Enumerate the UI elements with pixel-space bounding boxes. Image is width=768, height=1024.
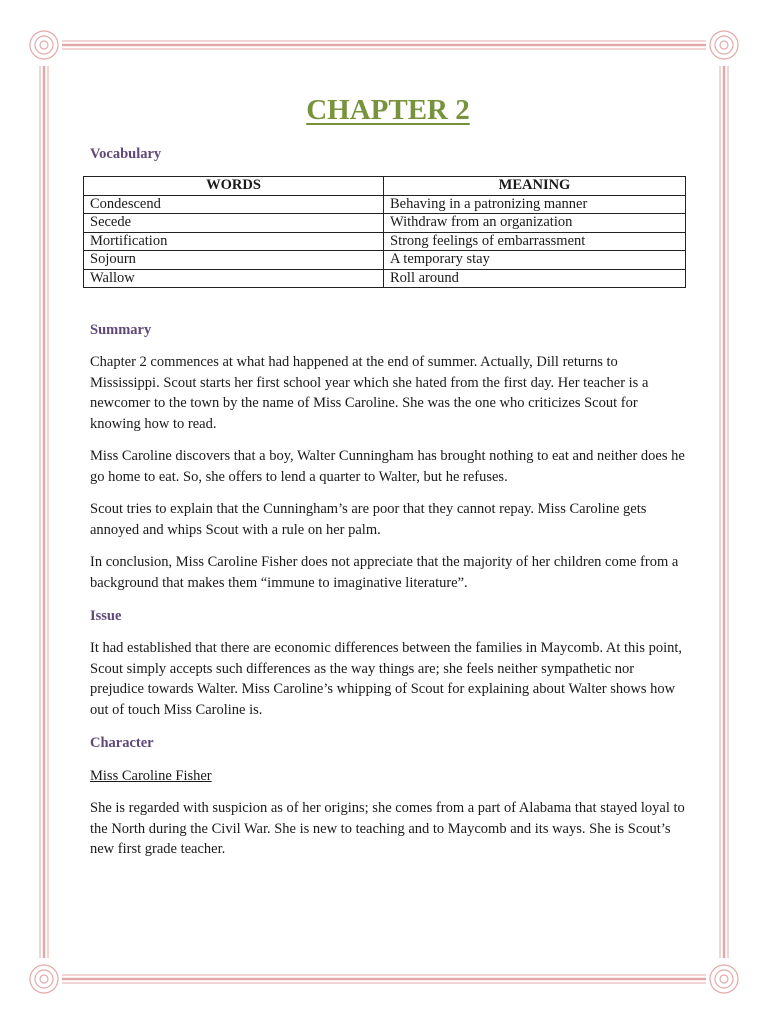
character-name: Miss Caroline Fisher [90, 768, 212, 784]
word-cell: Sojourn [84, 251, 384, 270]
summary-paragraph: Miss Caroline discovers that a boy, Walter Cunningham has brought nothing to eat and neither does he go home to eat. So, she offers to lend a quarter to Walter, but he refuses. [90, 448, 685, 485]
summary-heading: Summary [90, 322, 152, 338]
issue-heading: Issue [90, 608, 122, 624]
table-row [84, 232, 686, 251]
vocabulary-table [83, 176, 686, 288]
summary-paragraph: Chapter 2 commences at what had happened at the end of summer. Actually, Dill returns to Mississippi. Scout starts her first school year which she hated from the first day. Her teacher is a newcomer to the town by the name of Miss Caroline. She was the one who criticizes Scout for knowing how to read. [90, 354, 649, 432]
meaning-cell: Roll around [384, 269, 686, 288]
chapter-title: CHAPTER 2 [306, 94, 470, 126]
word-cell: Wallow [84, 269, 384, 288]
word-cell: Condescend [84, 195, 384, 214]
word-cell: Mortification [84, 232, 384, 251]
character-heading: Character [90, 735, 154, 751]
word-cell: Secede [84, 214, 384, 233]
table-row [84, 214, 686, 233]
character-paragraph: She is regarded with suspicion as of her origins; she comes from a part of Alabama that stayed loyal to the North during the Civil War. She is new to teaching and to Maycomb and its ways. She is Scout’s new first grade teacher. [90, 800, 685, 857]
summary-paragraph: Scout tries to explain that the Cunningham’s are poor that they cannot repay. Miss Caroline gets annoyed and whips Scout with a rule on her palm. [90, 501, 647, 538]
meaning-column-header: MEANING [384, 177, 686, 196]
table-header-row [84, 177, 686, 196]
table-row [84, 195, 686, 214]
table-row [84, 269, 686, 288]
meaning-cell: Strong feelings of embarrassment [384, 232, 686, 251]
meaning-cell: A temporary stay [384, 251, 686, 270]
issue-paragraph: It had established that there are economic differences between the families in Maycomb. At this point, Scout simply accepts such differences as the way things are; she feels neither sympathetic nor prejudice towards Walter. Miss Caroline’s whipping of Scout for explaining about Walter shows how out of touch Miss Caroline is. [90, 640, 683, 718]
meaning-cell: Behaving in a patronizing manner [384, 195, 686, 214]
table-row [84, 251, 686, 270]
words-column-header: WORDS [84, 177, 384, 196]
meaning-cell: Withdraw from an organization [384, 214, 686, 233]
summary-paragraph: In conclusion, Miss Caroline Fisher does not appreciate that the majority of her children come from a background that makes them “immune to imaginative literature”. [90, 554, 679, 591]
page-content [90, 92, 686, 860]
vocabulary-heading: Vocabulary [90, 146, 162, 162]
